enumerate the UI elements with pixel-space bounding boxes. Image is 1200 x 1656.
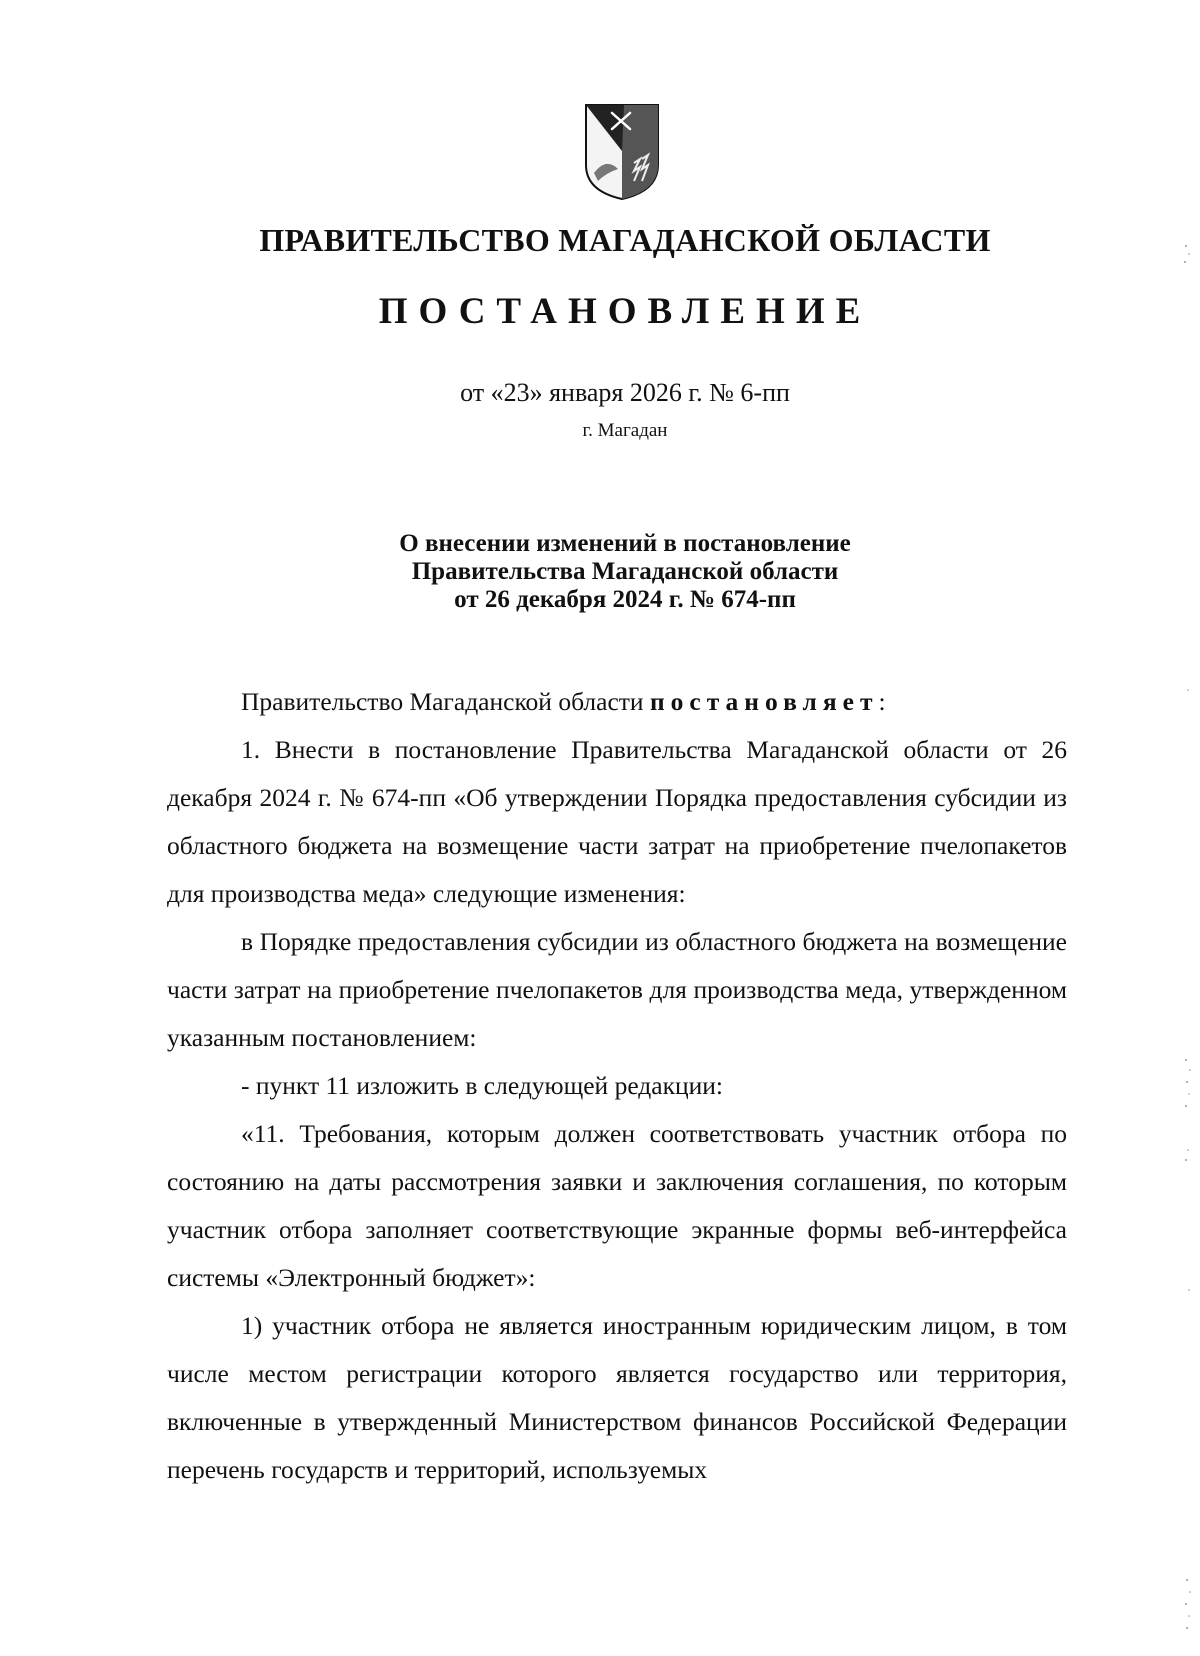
intro-suffix: : [878,687,886,716]
paragraph-2: в Порядке предоставления субсидии из областного бюджета на возмещение части затрат на приобретение пчелопакетов для производства меда, утвержденном указанным постановлением: [167,927,1067,1052]
paragraph-5: 1) участник отбора не является иностранным юридическим лицом, в том числе местом регистрации которого является государство или территория, включенные в утвержденный Министерством финансов Российской Федерации перечень государств и территорий, используемых [167,1311,1067,1484]
paragraph-4: «11. Требования, которым должен соответствовать участник отбора по состоянию на даты рассмотрения заявки и заключения соглашения, по которым участник отбора заполняет соответствующие экранные формы веб-интерфейса системы «Электронный бюджет»: [167,1119,1067,1292]
intro-prefix: Правительство Магаданской области [241,687,650,716]
organization-name: ПРАВИТЕЛЬСТВО МАГАДАНСКОЙ ОБЛАСТИ [259,222,991,258]
scan-specks [1180,0,1200,1656]
paragraph-3: - пункт 11 изложить в следующей редакции: [241,1071,724,1100]
coat-of-arms-icon [584,103,660,201]
intro-action: постановляет [649,687,879,716]
document-type: ПОСТАНОВЛЕНИЕ [378,291,872,332]
paragraph-1: 1. Внести в постановление Правительства Магаданской области от 26 декабря 2024 г. № 674-пп «Об утверждении Порядка предоставления субсидии из областного бюджета на возмещение части затрат на приобретение пчелопакетов для производства меда» следующие изменения: [167,735,1067,908]
document-place: г. Магадан [582,420,668,441]
document-date-number: от «23» января 2026 г. № 6-пп [460,378,790,407]
document-body [167,678,1067,1494]
title-line-1: О внесении изменений в постановление [399,530,851,557]
document-title [0,530,1200,614]
title-line-2: Правительства Магаданской области [411,558,839,585]
intro-paragraph [167,678,1067,726]
title-line-3: от 26 декабря 2024 г. № 674-пп [454,586,796,613]
